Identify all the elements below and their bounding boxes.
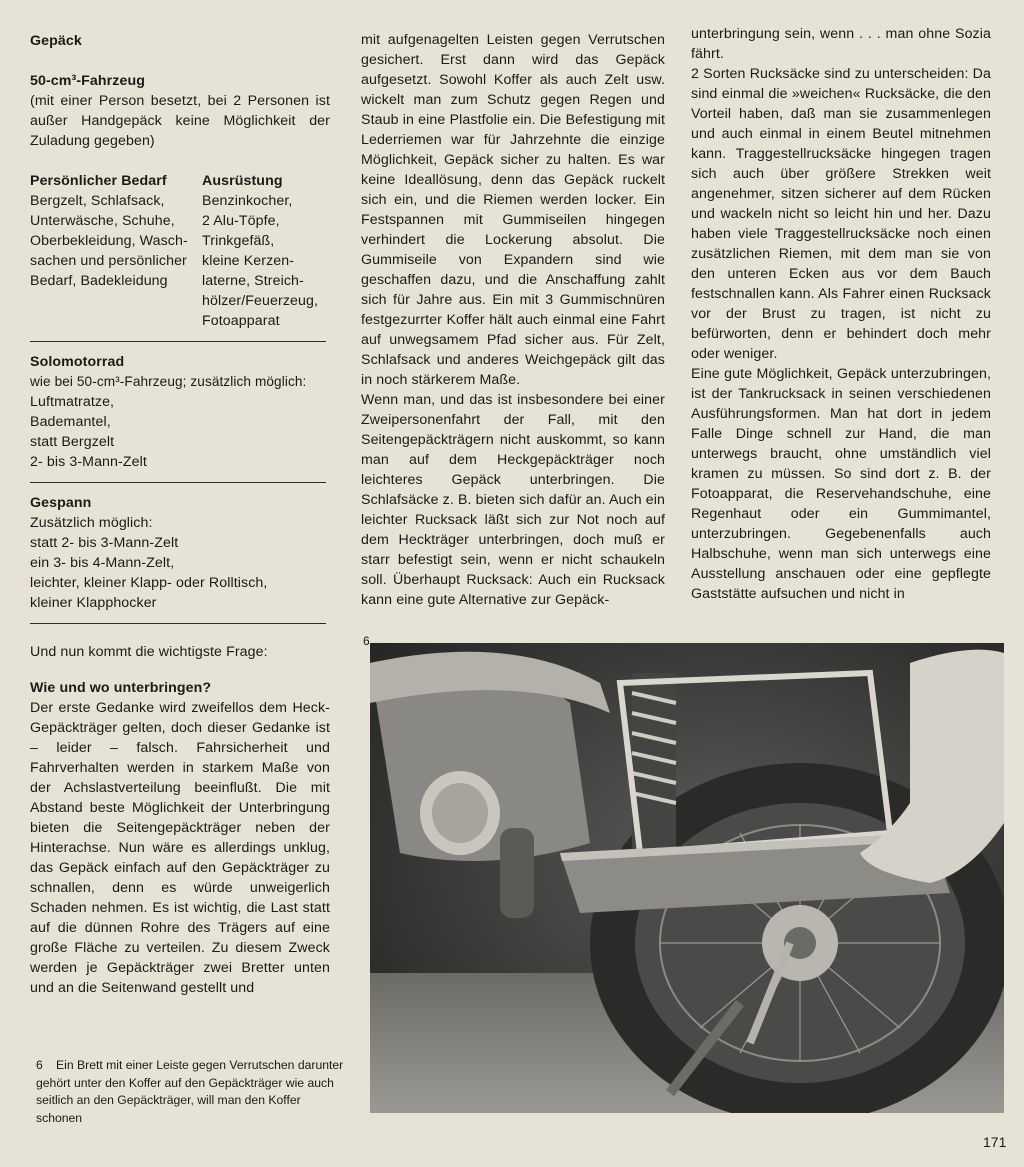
personal-line: Bedarf, Badekleidung [30, 273, 168, 289]
divider [30, 482, 326, 483]
caption-number: 6 [36, 1058, 43, 1072]
page-number: 171 [983, 1134, 1007, 1150]
gespann-heading: Gespann [30, 495, 92, 511]
middle-column [361, 30, 665, 610]
motorcycle-luggage-photo [370, 643, 1004, 1113]
personal-line: Unterwäsche, Schuhe, [30, 213, 175, 229]
packing-list [30, 171, 330, 331]
equipment-line: Trinkgefäß, [202, 233, 275, 249]
equipment-line: Benzinkocher, [202, 193, 293, 209]
equipment-line: 2 Alu-Töpfe, [202, 213, 280, 229]
divider [30, 341, 326, 342]
paragraph: 2 Sorten Rucksäcke sind zu unterscheiden: Da sind einmal die »weichen« Rucksäcke, die den Vorteil haben, daß man sie zusammenlegen und auch einmal in einem Beutel mitnehmen kann. Traggestellrucksäcke hingegen tragen sich auch über größere Strekken weit angenehmer, sitzen sicherer auf dem Rücken und wackeln nicht so leicht hin und her. Dazu haben viele Traggestellrucksäcke noch einen zusätzlichen Riemen, mit dem man sie von den unteren Ecken aus vor dem Bauch festschnallen kann. Als Fahrer einen Rucksack vor der Brust zu tragen, ist nicht zu befürworten, denn er behindert doch mehr oder weniger. [691, 66, 991, 362]
gespann-line: kleiner Klapphocker [30, 595, 157, 611]
solo-heading: Solomotorrad [30, 354, 125, 370]
paragraph: mit aufgenagelten Leisten gegen Verrutschen gesichert. Erst dann wird das Gepäck aufgesetzt. Sowohl Koffer als auch Zelt usw. wickelt man zum Schutz gegen Regen und Staub in eine Plastfolie ein. Die Befestigung mit Lederriemen war für Jahrzehnte die einzige Möglichkeit, Gepäck sicher zu halten. Es war keine Ideallösung, denn das Gepäck ruckelt sich ein, und die Riemen werden locker. Ein Festspannen mit Gummiseilen hingegen verhindert die Lockerung absolut. Die Gummiseile von Expandern sind wie geschaffen dazu, und die Anschaffung zahlt sich für Jahre aus. Ein mit 3 Gummischnüren festgezurrter Koffer hält auch einmal eine Fahrt auf unwegsamem Pfad sicher aus. Für Zelt, Schlafsack und anderes Weichgepäck gilt das in noch stärkerem Maße. [361, 32, 665, 388]
personal-line: Bergzelt, Schlafsack, [30, 193, 165, 209]
solo-line: 2- bis 3-Mann-Zelt [30, 454, 147, 470]
gespann-line: ein 3- bis 4-Mann-Zelt, [30, 555, 175, 571]
equipment-line: hölzer/Feuerzeug, [202, 293, 319, 309]
caption-text: Ein Brett mit einer Leiste gegen Verrutschen darunter gehört unter den Koffer auf den Gepäckträger wie auch seitlich an den Gepäckträger, will man den Koffer schonen [36, 1058, 344, 1125]
figure-number: 6 [363, 634, 370, 648]
solo-line: statt Bergzelt [30, 434, 115, 450]
gespann-line: statt 2- bis 3-Mann-Zelt [30, 535, 179, 551]
divider [30, 623, 326, 624]
equipment-heading: Ausrüstung [202, 173, 283, 189]
subtitle-50cc: 50-cm³-Fahrzeug [30, 73, 146, 89]
solo-line: Luftmatratze, [30, 394, 115, 410]
question-line: Und nun kommt die wichtigste Frage: [30, 644, 268, 660]
equipment-line: kleine Kerzen- [202, 253, 295, 269]
left-column [30, 31, 330, 998]
equipment-line: Fotoapparat [202, 313, 280, 329]
paragraph: Eine gute Möglichkeit, Gepäck unterzubringen, ist der Tankrucksack in seinen verschiedenen Ausführungsformen. Man hat dort in jedem Falle Dinge schnell zur Hand, die man unterwegs braucht, ohne umständlich viel kramen zu müssen. So sind dort z. B. der Fotoapparat, die Reservehandschuhe, eine Regenhaut oder ein Gummimantel, unterzubringen. Gegebenenfalls auch Halbschuhe, wenn man sich unterwegs eine Ausstellung anschauen oder eine gepflegte Gaststätte aufsuchen und nicht in [691, 366, 991, 602]
where-heading: Wie und wo unterbringen? [30, 680, 212, 696]
equipment-line: laterne, Streich- [202, 273, 304, 289]
intro-50cc: (mit einer Person besetzt, bei 2 Personen ist außer Handgepäck keine Möglichkeit der Zuladung gegeben) [30, 93, 330, 149]
figure-caption [36, 1057, 346, 1127]
gespann-line: Zusätzlich möglich: [30, 515, 153, 531]
personal-heading: Persönlicher Bedarf [30, 173, 167, 189]
personal-line: sachen und persönlicher [30, 253, 187, 269]
solo-line: wie bei 50-cm³-Fahrzeug; zusätzlich möglich: [30, 374, 307, 389]
gespann-line: leichter, kleiner Klapp- oder Rolltisch, [30, 575, 268, 591]
personal-line: Oberbekleidung, Wasch- [30, 233, 188, 249]
paragraph: Wenn man, und das ist insbesondere bei einer Zweipersonenfahrt der Fall, mit den Seitengepäckträgern nicht auskommt, so kann man auf dem Heckgepäckträger noch leichteres Gepäck unterbringen. Die Schlafsäcke z. B. bieten sich dafür an. Auch ein leichter Rucksack läßt sich zur Not noch auf dem Heckträger unterbringen, doch muß er starr befestigt sein, wenn er nicht schaukeln soll. Überhaupt Rucksack: Auch ein Rucksack kann eine gute Alternative zur Gepäck- [361, 392, 665, 608]
paragraph: unterbringung sein, wenn . . . man ohne Sozia fährt. [691, 26, 991, 62]
right-column [691, 24, 991, 604]
where-paragraph: Der erste Gedanke wird zweifellos dem Heck-Gepäckträger gelten, doch dieser Gedanke ist – leider – falsch. Fahrsicherheit und Fahrverhalten werden in starkem Maße von der Achslastverteilung beeinflußt. Die mit Abstand beste Möglichkeit der Unterbringung bieten die Seitengepäckträger neben der Hinterachse. Nun wäre es allerdings unklug, das Gepäck einfach auf den Gepäckträger zu schnallen, denn es würde unweigerlich Schaden nehmen. Es ist wichtig, die Last statt auf die dünnen Rohre des Trägers auf eine große Fläche zu verteilen. Zu diesem Zweck werden je Gepäckträger zwei Bretter unten und an die Seitenwand gestellt und [30, 700, 330, 996]
solo-line: Bademantel, [30, 414, 111, 430]
section-title: Gepäck [30, 33, 82, 49]
